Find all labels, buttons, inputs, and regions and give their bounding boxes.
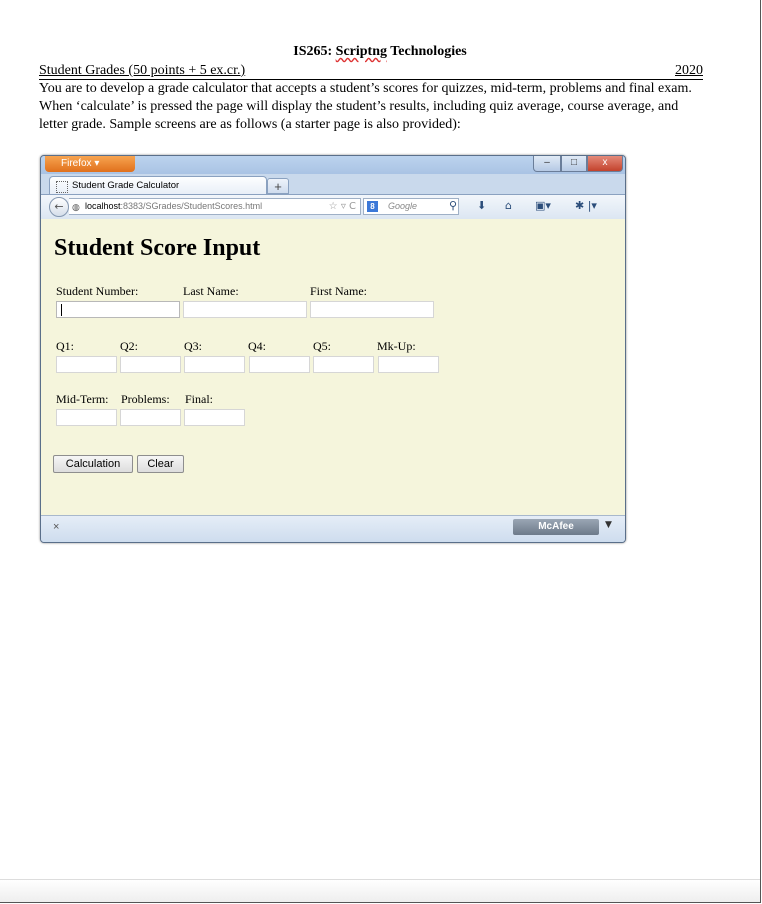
q4-input[interactable] [249, 356, 310, 373]
page-icon [56, 181, 68, 193]
bookmarks-icon[interactable]: ▣▾ [535, 199, 551, 212]
assignment-name: Student Grades (50 points + 5 ex.cr.) [39, 63, 246, 78]
problems-label: Problems: [121, 392, 170, 406]
makeup-label: Mk-Up: [377, 339, 416, 353]
tab-student-grade-calculator[interactable] [49, 176, 267, 195]
q4-label: Q4: [248, 339, 266, 353]
assignment-description: You are to develop a grade calculator that accepts a student’s scores for quizzes, mid-term, problems and final exam. When ‘calculate’ is pressed the page will display the student’s results, including quiz average, course average, and letter grade. Sample screens are as follows (a starter page is also provided): [39, 81, 692, 132]
maximize-button[interactable]: □ [561, 156, 587, 172]
final-input[interactable] [184, 409, 245, 426]
tab-title: Student Grade Calculator [72, 180, 180, 191]
page-content [41, 219, 625, 515]
close-icon[interactable]: × [53, 521, 60, 533]
title-suffix: Technologies [387, 44, 467, 59]
url-bar[interactable] [69, 198, 361, 215]
back-button[interactable]: ← [49, 197, 69, 217]
q3-input[interactable] [184, 356, 245, 373]
student-number-label: Student Number: [56, 284, 139, 298]
globe-icon: ◍ [72, 203, 80, 213]
q5-input[interactable] [313, 356, 374, 373]
url-host: localhost [85, 201, 121, 211]
status-bar [41, 515, 625, 543]
chevron-down-icon: ▾ [94, 158, 100, 169]
final-label: Final: [185, 392, 214, 406]
close-window-button[interactable]: x [587, 156, 623, 172]
last-name-input[interactable] [183, 301, 307, 318]
last-name-label: Last Name: [183, 284, 239, 298]
student-number-input[interactable] [56, 301, 180, 318]
text-caret [61, 304, 62, 316]
download-icon[interactable]: ⬇ [477, 199, 487, 212]
home-icon[interactable]: ⌂ [505, 199, 512, 212]
assignment-line [39, 63, 703, 80]
first-name-input[interactable] [310, 301, 434, 318]
search-bar[interactable] [363, 198, 459, 215]
new-tab-button[interactable]: + [267, 178, 289, 194]
search-engine-icon[interactable]: 8 [367, 201, 378, 212]
first-name-label: First Name: [310, 284, 367, 298]
assignment-year: 2020 [675, 63, 703, 78]
title-bar [41, 156, 625, 174]
search-placeholder: Google [388, 201, 418, 211]
minimize-button[interactable]: – [533, 156, 561, 172]
page-heading: Student Score Input [54, 235, 261, 261]
chevron-down-icon[interactable]: ▼ [605, 520, 612, 530]
document-title [0, 44, 760, 60]
midterm-label: Mid-Term: [56, 392, 109, 406]
calculation-button[interactable]: Calculation [53, 455, 133, 473]
midterm-input[interactable] [56, 409, 117, 426]
bookmark-star-icon[interactable]: ☆ ▿ C [328, 201, 356, 212]
clear-button[interactable]: Clear [137, 455, 184, 473]
mcafee-badge[interactable]: McAfee [513, 519, 599, 535]
q5-label: Q5: [313, 339, 331, 353]
q1-label: Q1: [56, 339, 74, 353]
navigation-toolbar [41, 194, 625, 220]
search-icon[interactable]: ⚲ [449, 199, 458, 212]
firefox-menu-button[interactable] [45, 156, 135, 172]
addon-icon[interactable]: ✱ |▾ [575, 199, 597, 212]
tab-strip [41, 174, 625, 194]
title-prefix: IS265: [293, 44, 336, 59]
q1-input[interactable] [56, 356, 117, 373]
q2-label: Q2: [120, 339, 138, 353]
firefox-menu-label: Firefox [61, 158, 92, 169]
q2-input[interactable] [120, 356, 181, 373]
q3-label: Q3: [184, 339, 202, 353]
makeup-input[interactable] [378, 356, 439, 373]
title-misspelled-word: Scriptng [335, 44, 387, 59]
browser-window [40, 155, 626, 543]
page-bottom-edge [0, 879, 760, 902]
url-path: :8383/SGrades/StudentScores.html [120, 201, 263, 211]
problems-input[interactable] [120, 409, 181, 426]
